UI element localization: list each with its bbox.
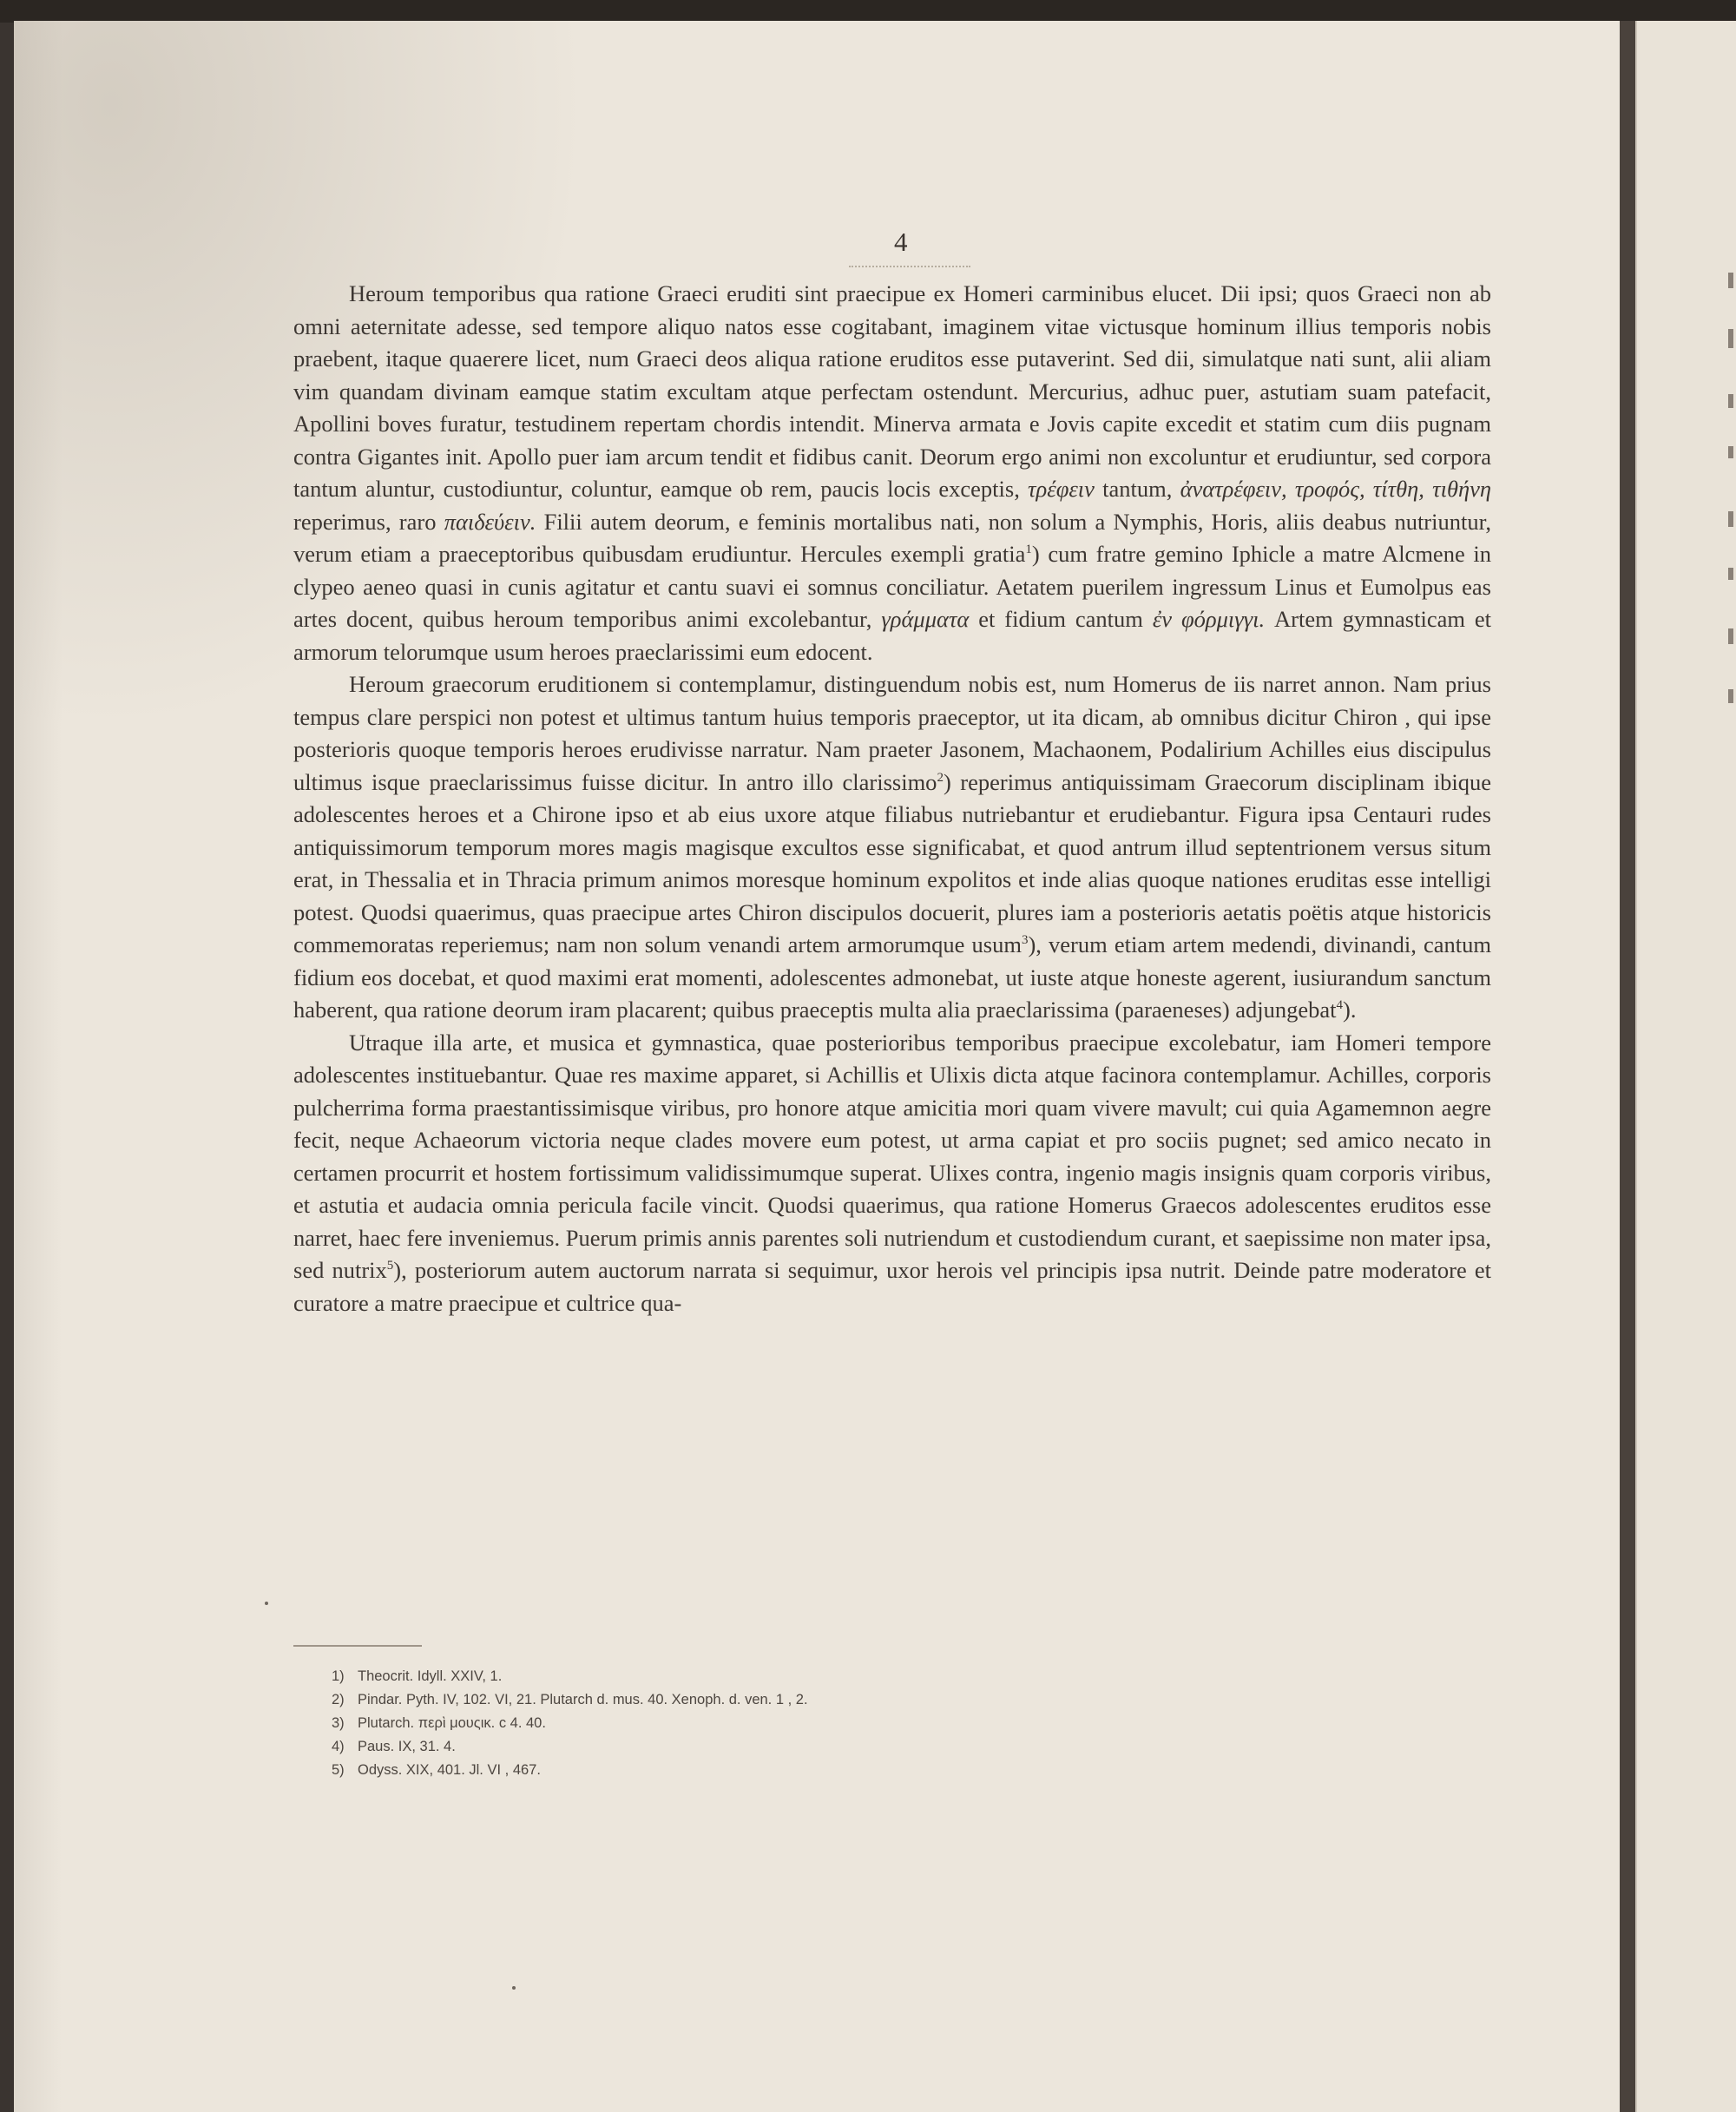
- footnote-4: [332, 1735, 1286, 1759]
- bleed-mark: [1728, 446, 1733, 458]
- scan-frame-top: [0, 0, 1736, 23]
- paragraph-2: Heroum graecorum eruditionem si contemplamur, distinguendum nobis est, num Homerus de iis narret annon. Nam prius tempus clare perspici non potest et ultimus tantum huius temporis praeceptor, ut ita dicam, ab omnibus dicitur Chiron , qui ipse posterioris quoque temporis heroes erudivisse narratur. Nam praeter Jasonem, Machaonem, Podalirium Achilles eius discipulus ultimus isque praeclarissimus fuisse dicitur. In antro illo clarissimo$^2$) reperimus antiquissimam Graecorum disciplinam ibique adolescentes heroes et a Chirone ipso et ab eius uxore atque filiabus nutriebantur et erudiebantur. Figura ipsa Centauri rudes antiquissimorum temporum mores magis magisque excultos esse significabat, et quod antrum illud septentrionem versus situm erat, in Thessalia et in Thracia primum animos moresque hominum expolitos et inde alias quoque nationes eruditas esse intelligi potest. Quodsi quaerimus, quas praecipue artes Chiron discipulos docuerit, plures iam a posterioris aetatis poëtis atque historicis commemoratas reperiemus; nam non solum venandi artem armorumque usum$^3$), verum etiam artem medendi, divinandi, cantum fidium eos docebat, et quod maximi erat momenti, adolescentes admonebat, ut iuste atque honeste agerent, iusiurandum sanctum haberent, qua ratione deorum iram placarent; quibus praeceptis multa alia praeclarissima (paraeneses) adjungebat$^4$).: [293, 671, 1491, 1023]
- footnote-ref-4[interactable]: 4: [1336, 998, 1344, 1013]
- bleed-mark: [1728, 329, 1733, 348]
- footnote-2: [332, 1688, 1286, 1712]
- footnote-number: 3): [332, 1715, 345, 1731]
- footnote-ref-5[interactable]: 5: [386, 1259, 394, 1273]
- footnote-1: [332, 1665, 1286, 1688]
- footnote-text: Plutarch. περὶ μουςικ. c 4. 40.: [358, 1715, 546, 1731]
- footnote-number: 2): [332, 1692, 345, 1707]
- greek-word: παιδεύειν.: [444, 508, 536, 535]
- footnote-3: [332, 1712, 1286, 1735]
- greek-words: ἐν φόρμιγγι.: [1152, 606, 1266, 632]
- footnotes: [332, 1665, 1286, 1782]
- footnote-ref-3[interactable]: 3: [1021, 933, 1029, 948]
- ink-speck: [265, 1602, 268, 1605]
- bleed-mark: [1728, 689, 1733, 703]
- facing-page-edge: [1635, 21, 1736, 2112]
- footnote-5: [332, 1759, 1286, 1782]
- footnote-text: Paus. IX, 31. 4.: [358, 1739, 456, 1754]
- book-gutter: [1620, 21, 1635, 2112]
- bleed-mark: [1728, 568, 1733, 580]
- footnote-number: 1): [332, 1668, 345, 1684]
- greek-word: τρέφειν: [1028, 476, 1095, 502]
- paragraph-3: Utraque illa arte, et musica et gymnastica, quae posterioribus temporibus praecipue excolebatur, iam Homeri tempore adolescentes instituebantur. Quae res maxime apparet, si Achillis et Ulixis dicta atque facinora contemplamur. Achilles, corporis pulcherrima forma praestantissimisque viribus, pro honore atque amicitia mori quam vivere mavult; cui quia Agamemnon aegre fecit, neque Achaeorum victoria neque clades movere eum potest, ut arma capiat et pro sociis pugnet; sed amico necato in certamen procurrit et hostem fortissimum validissimumque superat. Ulixes contra, ingenio magis insignis quam corporis viribus, et astutia et audacia omnia pericula facile vincit. Quodsi quaerimus, qua ratione Homerus Graecos adolescentes eruditos esse narret, haec fere inveniemus. Puerum primis annis parentes soli nutriendum et custodiendum curant, et saepissime non mater ipsa, sed nutrix$^5$), posteriorum autem auctorum narrata si sequimur, uxor herois vel principis ipsa nutrit. Deinde patre moderatore et curatore a matre praecipue et cultrice qua-: [293, 1029, 1492, 1316]
- greek-word: γράμματα: [881, 606, 970, 632]
- bleed-mark: [1728, 273, 1733, 288]
- body-text: [293, 278, 1491, 1319]
- footnote-text: Odyss. XIX, 401. Jl. VI , 467.: [358, 1762, 541, 1778]
- bleed-mark: [1728, 394, 1733, 408]
- greek-words: ἀνατρέφειν, τροφός, τίτθη, τιθήνη: [1180, 476, 1492, 502]
- footnote-text: Theocrit. Idyll. XXIV, 1.: [358, 1668, 503, 1684]
- footnote-ref-1[interactable]: 1: [1025, 543, 1032, 557]
- paragraph-1: Heroum temporibus qua ratione Graeci eruditi sint praecipue ex Homeri carminibus elucet. Dii ipsi; quos Graeci non ab omni aeternitate adesse, sed tempore aliquo natos esse cogitabant, imaginem vitae victusque hominum illius temporis nobis praebent, itaque quaerere licet, num Graeci deos aliqua ratione eruditos esse putaverint. Sed dii, simulatque nati sunt, alii aliam vim quandam divinam eamque statim excultam atque perfectam ostendunt. Mercurius, adhuc puer, astutiam suam patefacit, Apollini boves furatur, testudinem repertam chordis intendit. Minerva armata e Jovis capite excedit et statim cum diis pugnam contra Gigantes init. Apollo puer iam arcum tendit et fidibus canit. Deorum ergo animi non excoluntur et erudiuntur, sed corpora tantum aluntur, custodiuntur, coluntur, eamque ob rem, paucis locis exceptis, τρέφειν tantum, ἀνατρέφειν, τροφός, τίτθη, τιθήνη reperimus, raro παιδεύειν. Filii autem deorum, e feminis mortalibus nati, non solum a Nymphis, Horis, aliis deabus nutriuntur, verum etiam a praeceptoribus quibusdam erudiuntur. Hercules exempli gratia$^1$) cum fratre gemino Iphicle a matre Alcmene in clypeo aeneo quasi in cunis agitatur et cantu suavi ei somnus conciliatur. Aetatem puerilem ingressum Linus et Eumolpus eas artes docent, quibus heroum temporibus animi excolebantur, γράμματα et fidium cantum ἐν φόρμιγγι. Artem gymnasticam et armorum telorumque usum heroes praeclarissimi eum edocent.: [293, 280, 1492, 665]
- ink-speck: [512, 1986, 516, 1990]
- page-number: 4: [894, 227, 908, 257]
- page-number-ornament: [849, 266, 970, 269]
- bleed-mark: [1728, 511, 1733, 527]
- bleed-mark: [1728, 628, 1733, 644]
- footnote-number: 5): [332, 1762, 345, 1778]
- footnote-ref-2[interactable]: 2: [937, 770, 944, 785]
- footnote-text: Pindar. Pyth. IV, 102. VI, 21. Plutarch d. mus. 40. Xenoph. d. ven. 1 , 2.: [358, 1692, 808, 1707]
- footnote-number: 4): [332, 1739, 345, 1754]
- footnote-divider: [293, 1645, 422, 1647]
